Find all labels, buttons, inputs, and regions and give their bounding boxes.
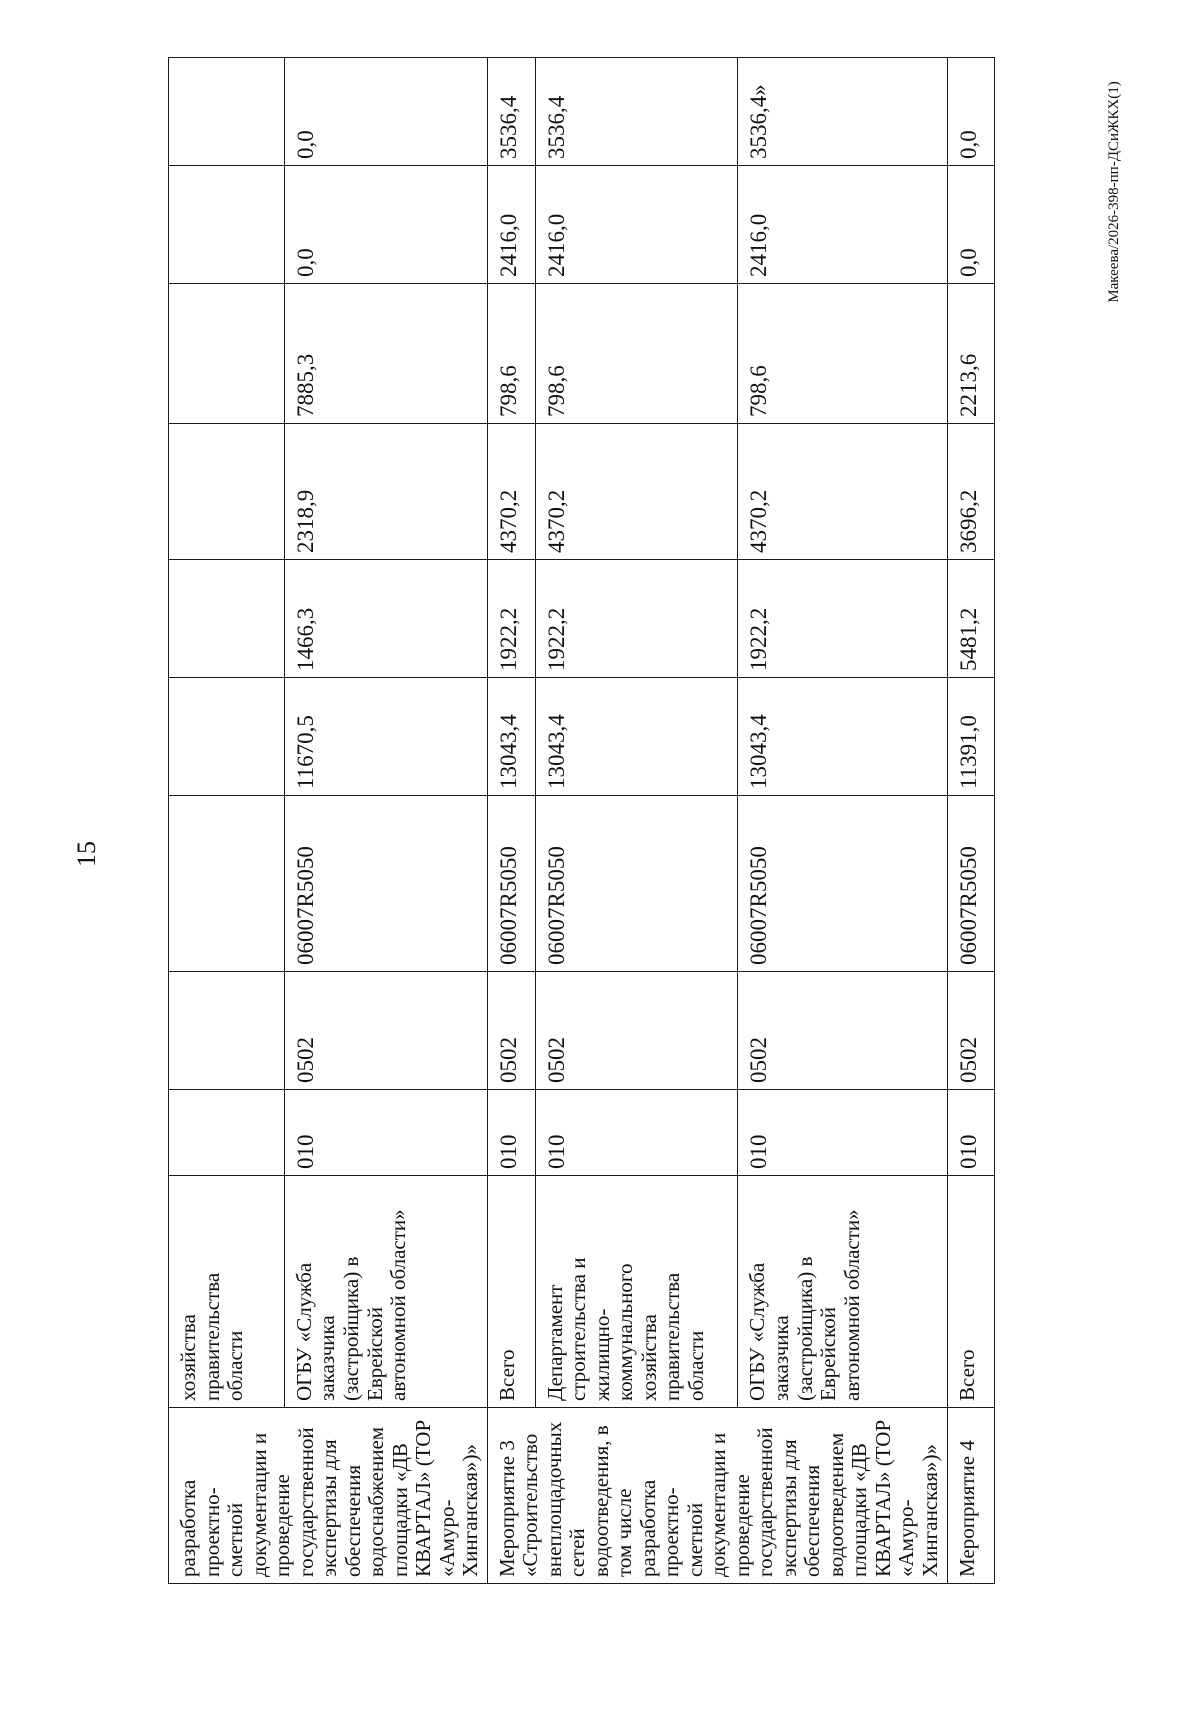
grbs-cell: 010 bbox=[947, 1090, 994, 1176]
amount-cell bbox=[169, 424, 285, 560]
section-cell: 0502 bbox=[487, 972, 535, 1090]
measure-cell: Мероприятие 3 «Строительство внеплощадочных сетей водоотведения, в том числе разработка проектно-сметной документации и проведение государственной экспертизы для обеспечения водоотведением площадки «ДВ КВАРТАЛ» (ТОР «Амуро- Хинганская»)» bbox=[487, 1408, 947, 1584]
page-number: 15 bbox=[72, 841, 101, 867]
target-article-cell: 06007R5050 bbox=[284, 796, 487, 972]
amount-cell: 798,6 bbox=[535, 284, 738, 424]
amount-cell bbox=[169, 284, 285, 424]
target-article-cell: 06007R5050 bbox=[487, 796, 535, 972]
measure-cell: разработка проектно-сметной документации и проведение государственной экспертизы для обеспечения водоснабжением площадки «ДВ КВАРТАЛ» (ТОР «Амуро- Хинганская»)» bbox=[169, 1408, 488, 1584]
target-article-cell bbox=[169, 796, 285, 972]
amount-cell bbox=[169, 58, 285, 166]
amount-cell: 2416,0 bbox=[535, 166, 738, 284]
amount-cell: 0,0 bbox=[947, 166, 994, 284]
section-cell: 0502 bbox=[284, 972, 487, 1090]
target-article-cell: 06007R5050 bbox=[535, 796, 738, 972]
grbs-cell: 010 bbox=[535, 1090, 738, 1176]
table-row bbox=[738, 58, 947, 1584]
amount-cell: 2416,0 bbox=[738, 166, 947, 284]
table-row bbox=[947, 58, 994, 1584]
executor-cell: хозяйства правительства области bbox=[169, 1176, 285, 1408]
grbs-cell bbox=[169, 1090, 285, 1176]
amount-cell: 2213,6 bbox=[947, 284, 994, 424]
amount-cell: 1922,2 bbox=[535, 560, 738, 678]
amount-cell: 1466,3 bbox=[284, 560, 487, 678]
amount-cell: 4370,2 bbox=[535, 424, 738, 560]
amount-cell: 0,0 bbox=[947, 58, 994, 166]
section-cell: 0502 bbox=[947, 972, 994, 1090]
amount-cell: 3696,2 bbox=[947, 424, 994, 560]
amount-cell: 3536,4 bbox=[487, 58, 535, 166]
amount-cell: 2416,0 bbox=[487, 166, 535, 284]
amount-cell bbox=[169, 678, 285, 796]
section-cell bbox=[169, 972, 285, 1090]
measure-cell: Мероприятие 4 bbox=[947, 1408, 994, 1584]
section-cell: 0502 bbox=[738, 972, 947, 1090]
amount-cell: 798,6 bbox=[738, 284, 947, 424]
amount-cell: 3536,4 bbox=[535, 58, 738, 166]
table-row bbox=[284, 58, 487, 1584]
grbs-cell: 010 bbox=[284, 1090, 487, 1176]
document-reference: Макеева/2026-398-пп-ДСиЖКХ(1) bbox=[1106, 81, 1122, 303]
executor-cell: Департамент строительства и жилищно- коммунального хозяйства правительства области bbox=[535, 1176, 738, 1408]
budget-table bbox=[168, 57, 995, 1584]
amount-cell: 13043,4 bbox=[487, 678, 535, 796]
executor-cell: Всего bbox=[947, 1176, 994, 1408]
grbs-cell: 010 bbox=[738, 1090, 947, 1176]
amount-cell bbox=[169, 166, 285, 284]
amount-cell: 0,0 bbox=[284, 58, 487, 166]
amount-cell: 13043,4 bbox=[535, 678, 738, 796]
amount-cell: 3536,4» bbox=[738, 58, 947, 166]
executor-cell: ОГБУ «Служба заказчика (застройщика) в Еврейской автономной области» bbox=[738, 1176, 947, 1408]
amount-cell: 11670,5 bbox=[284, 678, 487, 796]
amount-cell: 1922,2 bbox=[738, 560, 947, 678]
amount-cell: 5481,2 bbox=[947, 560, 994, 678]
grbs-cell: 010 bbox=[487, 1090, 535, 1176]
amount-cell: 13043,4 bbox=[738, 678, 947, 796]
table-row bbox=[535, 58, 738, 1584]
executor-cell: ОГБУ «Служба заказчика (застройщика) в Еврейской автономной области» bbox=[284, 1176, 487, 1408]
amount-cell: 11391,0 bbox=[947, 678, 994, 796]
executor-cell: Всего bbox=[487, 1176, 535, 1408]
amount-cell bbox=[169, 560, 285, 678]
amount-cell: 0,0 bbox=[284, 166, 487, 284]
target-article-cell: 06007R5050 bbox=[738, 796, 947, 972]
amount-cell: 2318,9 bbox=[284, 424, 487, 560]
target-article-cell: 06007R5050 bbox=[947, 796, 994, 972]
table-row bbox=[487, 58, 535, 1584]
table-row bbox=[169, 58, 285, 1584]
section-cell: 0502 bbox=[535, 972, 738, 1090]
amount-cell: 7885,3 bbox=[284, 284, 487, 424]
amount-cell: 798,6 bbox=[487, 284, 535, 424]
amount-cell: 1922,2 bbox=[487, 560, 535, 678]
amount-cell: 4370,2 bbox=[738, 424, 947, 560]
amount-cell: 4370,2 bbox=[487, 424, 535, 560]
